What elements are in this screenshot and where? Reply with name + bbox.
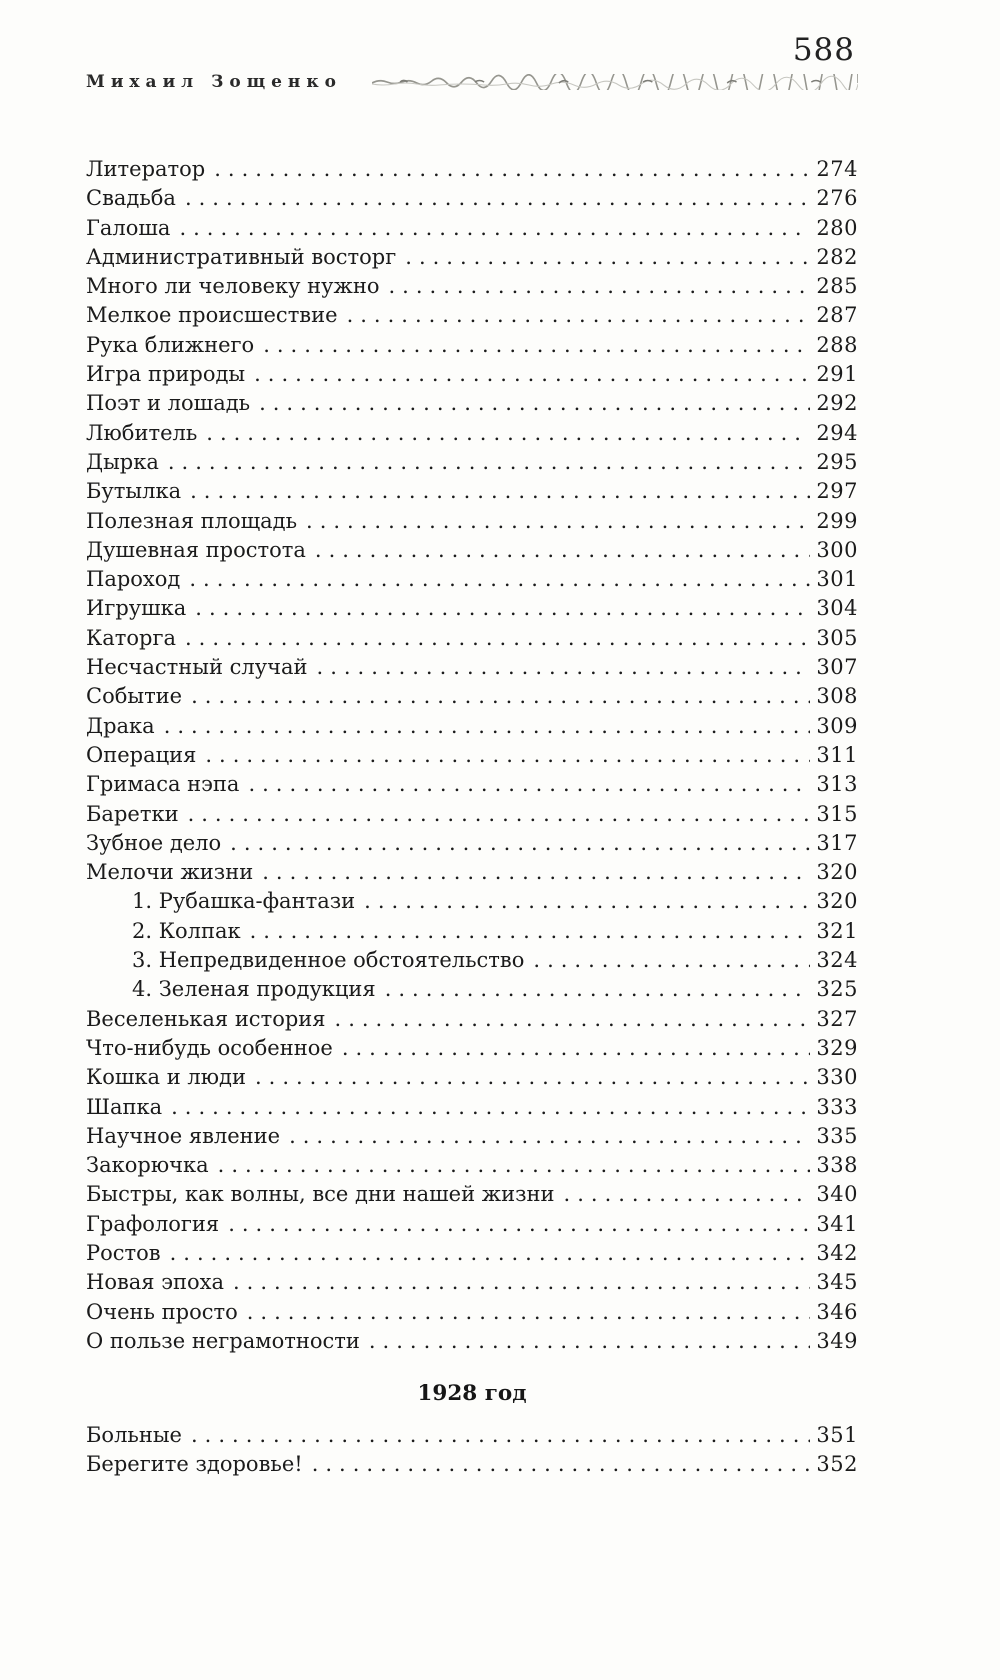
toc-entry — [86, 946, 858, 975]
toc-entry — [86, 1180, 858, 1209]
toc-entry-page: 288 — [816, 332, 858, 357]
toc-entry-title: Поэт и лошадь — [86, 391, 251, 416]
toc-entry-title: Научное явление — [86, 1123, 281, 1148]
toc-entry — [86, 507, 858, 536]
toc-entry — [86, 331, 858, 360]
dot-leader — [303, 1450, 810, 1479]
dot-leader — [181, 477, 810, 506]
section-heading: 1928 год — [417, 1381, 527, 1407]
dot-leader — [205, 155, 810, 184]
toc-entry — [86, 1210, 858, 1239]
toc-entry — [86, 975, 858, 1004]
toc-entry — [86, 272, 858, 301]
dot-leader — [245, 360, 810, 389]
author-name: Михаил Зощенко — [86, 72, 342, 92]
toc-entry-title: Гримаса нэпа — [86, 772, 240, 797]
toc-entry-page: 287 — [816, 303, 858, 328]
page-number: 588 — [792, 32, 855, 68]
dot-leader — [180, 565, 810, 594]
dot-leader — [524, 946, 810, 975]
dot-leader — [338, 301, 810, 330]
dot-leader — [380, 272, 811, 301]
toc-entry-page: 351 — [816, 1423, 858, 1448]
toc-entry-title: Много ли человеку нужно — [86, 274, 380, 299]
toc-entry — [86, 1239, 858, 1268]
toc-entry-title: Любитель — [86, 420, 198, 445]
dot-leader — [355, 887, 810, 916]
toc-entry-title: Дырка — [86, 449, 159, 474]
toc-entry — [86, 741, 858, 770]
toc-entry — [86, 536, 858, 565]
toc-entry-title: Свадьба — [86, 186, 176, 211]
toc-entry — [86, 770, 858, 799]
toc-entry-title: Больные — [86, 1423, 182, 1448]
toc-entry — [86, 712, 858, 741]
toc-entry-title: Несчастный случай — [86, 655, 308, 680]
dot-leader — [221, 829, 810, 858]
toc-entry-page: 321 — [816, 918, 858, 943]
toc-entry-page: 345 — [816, 1270, 858, 1295]
toc-entry — [86, 565, 858, 594]
toc-entry-title: Операция — [86, 742, 197, 767]
toc-entry-page: 315 — [816, 801, 858, 826]
dot-leader — [308, 653, 810, 682]
dot-leader — [246, 1063, 810, 1092]
toc-entry-title: Баретки — [86, 801, 179, 826]
toc-entry-page: 340 — [816, 1182, 858, 1207]
toc-entry-page: 342 — [816, 1240, 858, 1265]
toc-entry — [86, 243, 858, 272]
toc-entry — [86, 800, 858, 829]
toc-entry-title: 2. Колпак — [132, 918, 241, 943]
ornament-line — [372, 74, 858, 90]
dot-leader — [196, 741, 810, 770]
toc-entry — [86, 1034, 858, 1063]
toc-entry-title: 1. Рубашка-фантази — [132, 889, 356, 914]
dot-leader — [224, 1268, 810, 1297]
toc-entry-page: 304 — [816, 596, 858, 621]
toc-entry — [86, 1268, 858, 1297]
toc-entry-page: 297 — [816, 479, 858, 504]
toc-entry-title: Веселенькая история — [86, 1006, 326, 1031]
toc-entry — [86, 155, 858, 184]
toc-entry-title: Графология — [86, 1211, 220, 1236]
dot-leader — [250, 389, 810, 418]
toc-entry-page: 280 — [816, 215, 858, 240]
dot-leader — [182, 1421, 810, 1450]
toc-entry — [86, 184, 858, 213]
toc-entry — [86, 1151, 858, 1180]
toc-entry — [86, 389, 858, 418]
toc-entry — [86, 419, 858, 448]
toc-entry-title: Каторга — [86, 625, 176, 650]
toc-entry-page: 292 — [816, 391, 858, 416]
toc-entry — [86, 1327, 858, 1356]
dot-leader — [179, 800, 810, 829]
dot-leader — [186, 594, 810, 623]
toc-entry-page: 330 — [816, 1065, 858, 1090]
toc-entry-page: 341 — [816, 1211, 858, 1236]
toc-entry-title: Игрушка — [86, 596, 187, 621]
toc-entry-title: Пароход — [86, 567, 181, 592]
dot-leader — [209, 1151, 810, 1180]
toc-entry-page: 274 — [816, 157, 858, 181]
toc-entry-title: Галоша — [86, 215, 171, 240]
toc-entry-title: Литератор — [86, 157, 206, 181]
dot-leader — [182, 682, 810, 711]
toc-entry-page: 294 — [816, 420, 858, 445]
toc-entry-page: 338 — [816, 1153, 858, 1178]
toc-entry-title: Кошка и люди — [86, 1065, 246, 1090]
toc-entry-page: 301 — [816, 567, 858, 592]
toc-entry-title: 3. Непредвиденное обстоятельство — [132, 948, 525, 973]
dot-leader — [555, 1180, 810, 1209]
dot-leader — [238, 1298, 810, 1327]
table-of-contents — [86, 155, 858, 1480]
toc-entry-title: Зубное дело — [86, 830, 222, 855]
toc-entry-page: 276 — [816, 186, 858, 211]
toc-entry — [86, 829, 858, 858]
toc-entry — [86, 858, 858, 887]
toc-entry — [86, 1122, 858, 1151]
toc-entry-page: 325 — [816, 977, 858, 1002]
toc-entry — [86, 360, 858, 389]
toc-entry-page: 317 — [816, 830, 858, 855]
toc-entry-title: Закорючка — [86, 1153, 209, 1178]
toc-entry-page: 329 — [816, 1035, 858, 1060]
toc-entry-page: 327 — [816, 1006, 858, 1031]
toc-entry — [86, 1005, 858, 1034]
dot-leader — [360, 1327, 810, 1356]
toc-entry — [86, 653, 858, 682]
dot-leader — [176, 184, 810, 213]
dot-leader — [253, 858, 810, 887]
toc-entry-title: Мелкое происшествие — [86, 303, 338, 328]
toc-entry — [86, 477, 858, 506]
dot-leader — [170, 214, 810, 243]
toc-entry-page: 320 — [816, 889, 858, 914]
running-header — [86, 72, 858, 92]
toc-entry-page: 299 — [816, 508, 858, 533]
toc-entry-page: 285 — [816, 274, 858, 299]
toc-entry — [86, 594, 858, 623]
dot-leader — [326, 1005, 810, 1034]
toc-entry — [86, 682, 858, 711]
toc-entry-page: 352 — [816, 1452, 858, 1477]
toc-entry — [86, 448, 858, 477]
toc-entry-title: Бутылка — [86, 479, 182, 504]
dot-leader — [197, 419, 810, 448]
toc-entry — [86, 214, 858, 243]
toc-entry — [86, 624, 858, 653]
toc-entry-title: Душевная простота — [86, 537, 306, 562]
toc-entry — [86, 1093, 858, 1122]
toc-entry-page: 320 — [816, 860, 858, 885]
dot-leader — [297, 507, 810, 536]
toc-entry-page: 313 — [816, 772, 858, 797]
toc-entry-title: Мелочи жизни — [86, 860, 254, 885]
dot-leader — [219, 1210, 810, 1239]
toc-entry-title: Рука ближнего — [86, 332, 255, 357]
toc-entry-page: 333 — [816, 1094, 858, 1119]
toc-entry-page: 324 — [816, 948, 858, 973]
toc-entry-page: 295 — [816, 449, 858, 474]
toc-entry-title: Полезная площадь — [86, 508, 298, 533]
toc-entry-title: Административный восторг — [86, 244, 397, 269]
toc-entry — [86, 1450, 858, 1479]
toc-entry — [86, 1063, 858, 1092]
toc-entry — [86, 917, 858, 946]
dot-leader — [161, 1239, 810, 1268]
toc-entry-page: 349 — [816, 1328, 858, 1353]
toc-entry-title: Игра природы — [86, 362, 246, 387]
toc-entry-page: 309 — [816, 713, 858, 738]
dot-leader — [396, 243, 810, 272]
toc-entry — [86, 301, 858, 330]
dot-leader — [159, 448, 810, 477]
toc-entry-title: Событие — [86, 684, 183, 709]
toc-entry-title: Шапка — [86, 1094, 163, 1119]
toc-entry-title: Что-нибудь особенное — [86, 1035, 333, 1060]
toc-entry — [86, 1298, 858, 1327]
toc-entry-page: 311 — [816, 742, 858, 767]
toc-entry-title: 4. Зеленая продукция — [132, 977, 376, 1002]
toc-entry-title: Новая эпоха — [86, 1270, 224, 1295]
toc-entry-title: Быстры, как волны, все дни нашей жизни — [86, 1182, 555, 1207]
dot-leader — [280, 1122, 810, 1151]
toc-entry-page: 300 — [816, 537, 858, 562]
toc-entry-page: 346 — [816, 1299, 858, 1324]
toc-entry-title: Берегите здоровье! — [86, 1452, 303, 1477]
toc-entry-page: 335 — [816, 1123, 858, 1148]
dot-leader — [162, 1093, 810, 1122]
toc-entry-page: 291 — [816, 362, 858, 387]
dot-leader — [239, 770, 810, 799]
toc-entry-page: 307 — [816, 655, 858, 680]
dot-leader — [306, 536, 810, 565]
toc-entry-title: Ростов — [86, 1240, 161, 1265]
toc-entry — [86, 887, 858, 916]
dot-leader — [241, 917, 810, 946]
dot-leader — [333, 1034, 810, 1063]
toc-entry — [86, 1421, 858, 1450]
dot-leader — [254, 331, 810, 360]
toc-entry-title: Драка — [86, 713, 155, 738]
dot-leader — [155, 712, 810, 741]
dot-leader — [376, 975, 810, 1004]
toc-entry-title: О пользе неграмотности — [86, 1328, 360, 1353]
toc-entry-page: 282 — [816, 244, 858, 269]
toc-entry-title: Очень просто — [86, 1299, 238, 1324]
toc-entry-page: 308 — [816, 684, 858, 709]
toc-entry-page: 305 — [816, 625, 858, 650]
dot-leader — [176, 624, 810, 653]
